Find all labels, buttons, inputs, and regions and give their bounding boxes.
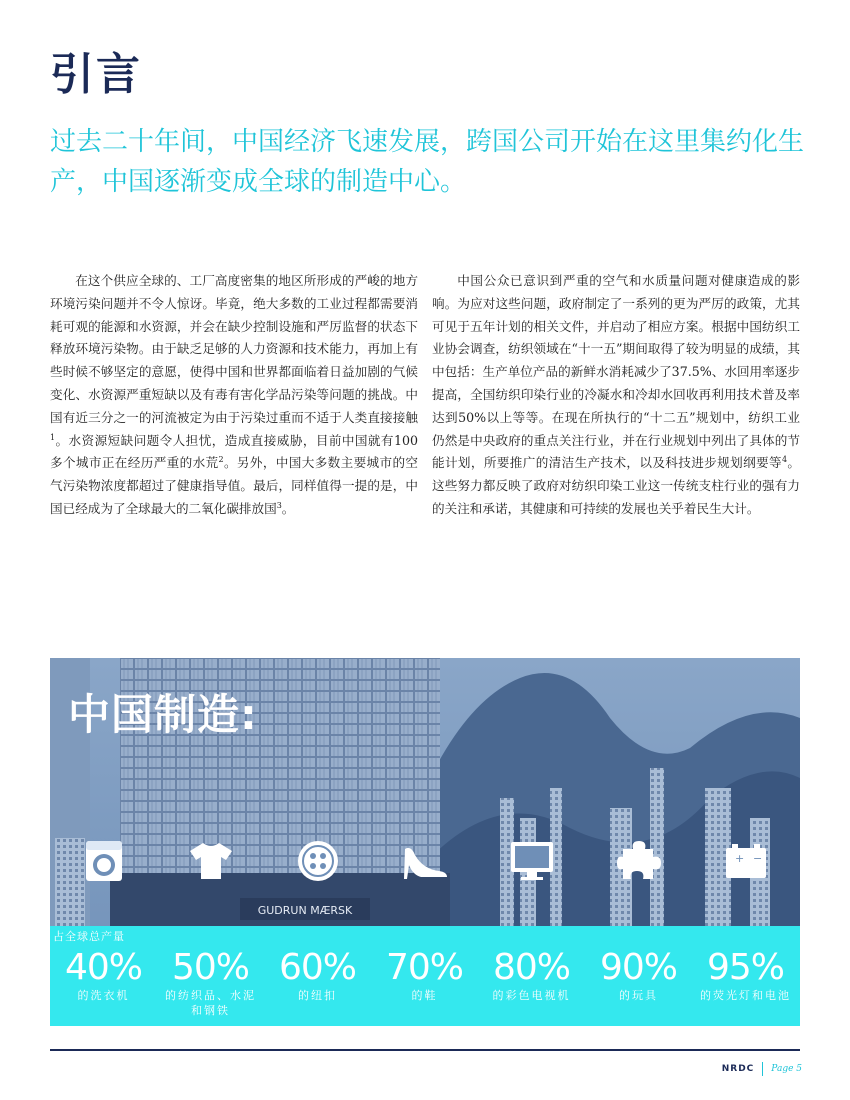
- footer-divider: [50, 1049, 800, 1051]
- stat-label: 的荧光灯和电池: [700, 989, 791, 1002]
- page-title: 引言: [50, 49, 142, 100]
- stat-fluorescent-lamps-batteries: [692, 948, 799, 1003]
- stat-value: 95%: [706, 947, 784, 988]
- battery-icon: [692, 826, 799, 896]
- stat-label: 的纽扣: [298, 989, 337, 1002]
- icon-row: [50, 826, 800, 896]
- svg-text:+: +: [734, 852, 744, 865]
- footnote-ref[interactable]: 4: [781, 455, 788, 465]
- body-text: 。水资源短缺问题令人担忧，造成直接威胁，目前中国就有100多个城市正在经历严重的水荒: [50, 432, 418, 471]
- body-text: 。这些努力都反映了政府对纺织印染工业这一传统支柱行业的强有力的关注和承诺，其健康和可持续的发展也关乎着民生大计。: [432, 455, 801, 516]
- infographic-title: 中国制造:: [68, 690, 258, 739]
- stat-color-tvs: [478, 948, 585, 1003]
- body-column-right: [432, 270, 800, 521]
- body-text: 在这个供应全球的、工厂高度密集的地区所形成的严峻的地方环境污染问题并不令人惊讶。毕竟，绝大多数的工业过程都需要消耗可观的能源和水资源，并会在缺少控制设施和严厉监督的状态下释放环境污染物。由于缺乏足够的人力资源和技术能力，再加上有些时候不够坚定的意愿，使得中国和世界都面临着日益加剧的气候变化、水资源严重短缺以及有毒有害化学品污染等问题的挑战。中国有近三分之一的河流被定为由于污染过重而不适于人类直接接触: [50, 273, 418, 425]
- stat-textiles: [157, 948, 264, 1018]
- washing-machine-icon: [50, 826, 157, 896]
- band-label: 占全球总产量: [53, 930, 125, 943]
- footnote-ref[interactable]: 1: [50, 432, 56, 442]
- stat-label: 的纺织品、水泥和钢铁: [165, 989, 256, 1017]
- svg-text:−: −: [752, 852, 762, 865]
- body-text: 中国公众已意识到严重的空气和水质量问题对健康造成的影响。为应对这些问题，政府制定了一系列的更为严厉的政策，尤其可见于五年计划的相关文件，并启动了相应方案。根据中国纺织工业协会调查，纺织领域在“十一五”期间取得了较为明显的成绩，其中包括：生产单位产品的新鲜水消耗减少了37.5%、水回用率逐步提高，全国纺织印染行业的冷凝水和冷却水回收再利用技术普及率达到50%以上等等。在现在所执行的“十二五”规划中，纺织工业仍然是中央政府的重点关注行业，并在行业规划中列出了具体的节能计划，所要推广的清洁生产技术，以及科技进步规划纲要等: [432, 273, 800, 471]
- stat-washing-machines: [50, 948, 157, 1003]
- footnote-ref[interactable]: 3: [276, 500, 282, 510]
- stat-value: 60%: [278, 947, 356, 988]
- lead-paragraph: 过去二十年间，中国经济飞速发展，跨国公司开始在这里集约化生产，中国逐渐变成全球的制造中心。: [50, 127, 805, 197]
- stat-label: 的玩具: [619, 989, 658, 1002]
- stat-buttons: [264, 948, 371, 1003]
- tshirt-icon: [157, 826, 264, 896]
- footer-org: NRDC: [721, 1064, 755, 1074]
- tv-monitor-icon: [478, 826, 585, 896]
- ship-name: GUDRUN MÆRSK: [257, 904, 353, 917]
- stat-label: 的彩色电视机: [492, 989, 571, 1002]
- page-number: Page 5: [771, 1064, 802, 1074]
- footnote-ref[interactable]: 2: [218, 455, 224, 465]
- stat-value: 70%: [385, 947, 463, 988]
- high-heel-icon: [371, 826, 478, 896]
- body-text: 。另外，中国大多数主要城市的空气污染物浓度都超过了健康指导值。最后，同样值得一提的是，中国已经成为了全球最大的二氧化碳排放国: [50, 455, 419, 516]
- footer-separator: [762, 1062, 763, 1076]
- stat-toys: [585, 948, 692, 1003]
- stat-label: 的鞋: [411, 989, 438, 1002]
- made-in-china-infographic: [50, 658, 800, 1026]
- stat-value: 50%: [171, 947, 249, 988]
- stats-band: [50, 926, 800, 1026]
- stat-shoes: [371, 948, 478, 1003]
- stat-value: 90%: [599, 947, 677, 988]
- puzzle-icon: [585, 826, 692, 896]
- page-footer: [722, 1062, 802, 1076]
- body-text: 。: [281, 500, 295, 516]
- stat-value: 40%: [64, 947, 142, 988]
- stat-value: 80%: [492, 947, 570, 988]
- stat-label: 的洗衣机: [77, 989, 130, 1002]
- button-icon: [264, 826, 371, 896]
- body-column-left: [50, 270, 418, 521]
